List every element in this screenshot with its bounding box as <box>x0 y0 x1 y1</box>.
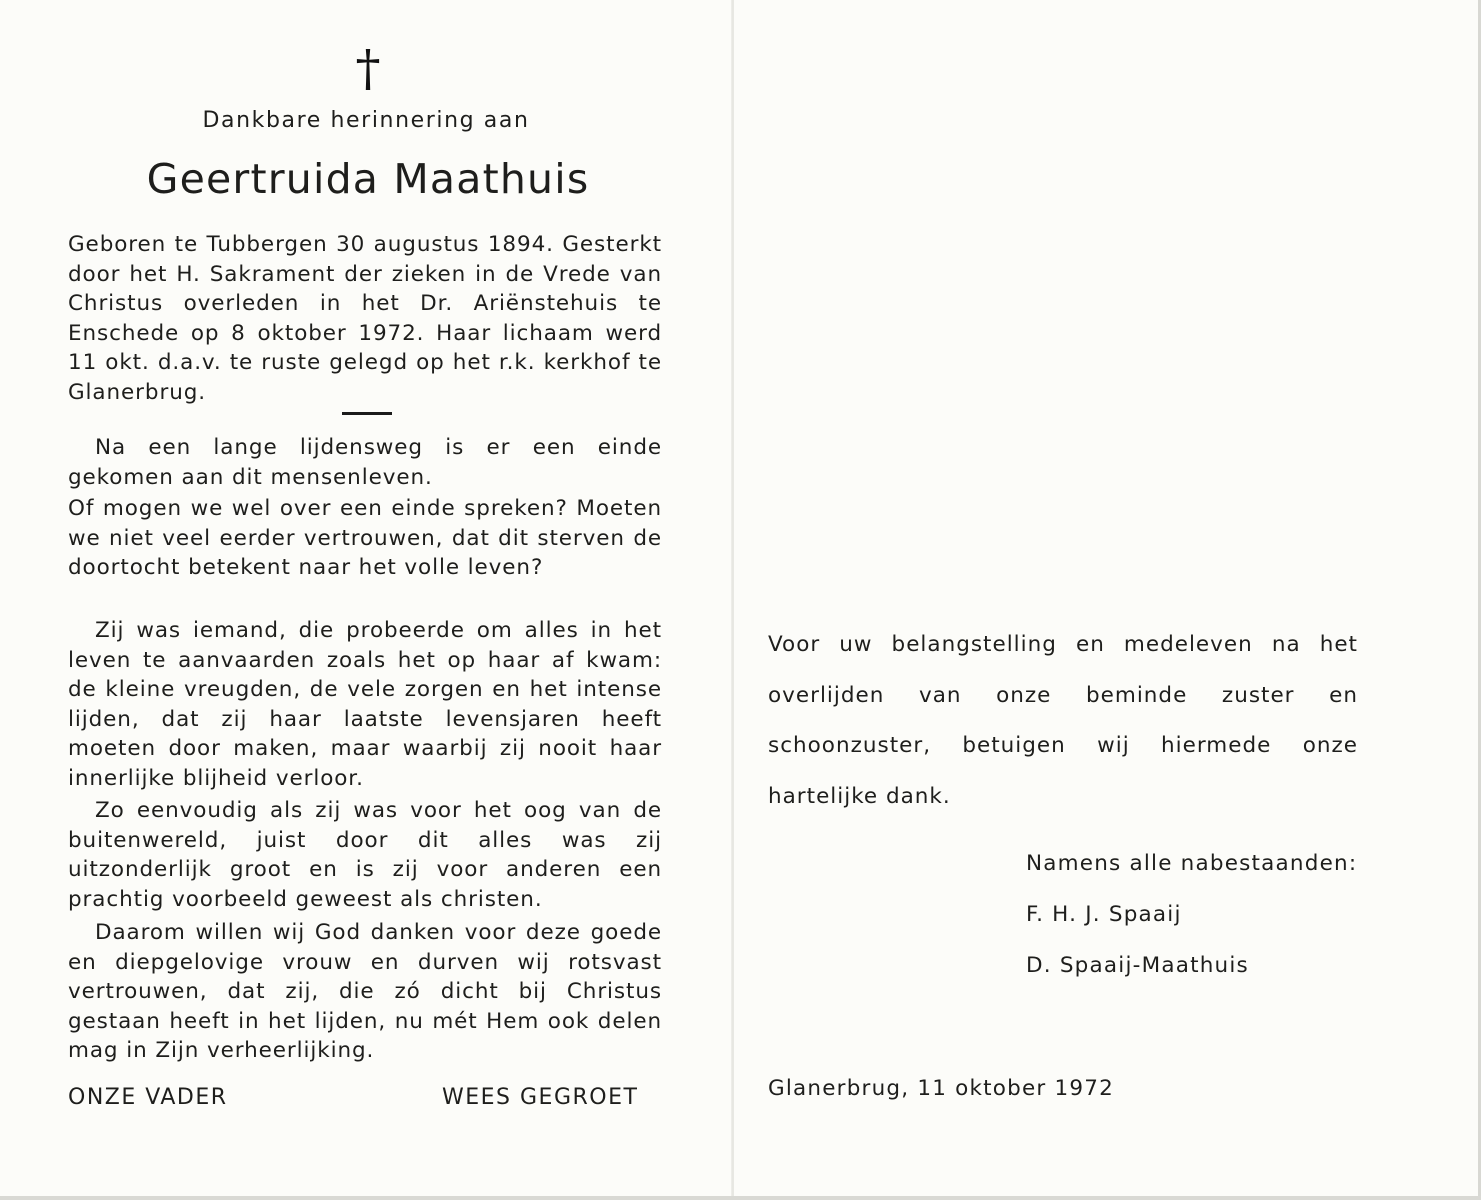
text-paragraph: Of mogen we wel over een einde spreken? Moeten we niet veel eerder vertrouwen, dat dit sterven de doortocht betekent naar het volle leven? <box>68 496 662 581</box>
signature-heading: Namens alle nabestaanden: <box>1026 851 1358 876</box>
signatory: F. H. J. Spaaij <box>1026 902 1182 927</box>
prayer-our-father: ONZE VADER <box>68 1085 228 1110</box>
right-page <box>734 0 1479 1196</box>
text-paragraph: Zo eenvoudig als zij was voor het oog van de buitenwereld, juist door dit alles was zij uitzonderlijk groot en is zij voor anderen een prachtig voorbeeld geweest als christen. <box>68 798 662 912</box>
section-divider <box>342 412 392 415</box>
signatory: D. Spaaij-Maathuis <box>1026 953 1249 978</box>
place-date: Glanerbrug, 11 oktober 1972 <box>768 1076 1114 1101</box>
text-paragraph: Na een lange lijdensweg is er een einde gekomen aan dit mensenleven. <box>68 435 662 490</box>
text-paragraph: Zij was iemand, die probeerde om alles in het leven te aanvaarden zoals het op haar af kwam: de kleine vreugden, de vele zorgen en het intense lijden, dat zij haar laatste levensjaren heeft moeten door maken, maar waarbij zij nooit haar innerlijke blijheid verloor. <box>68 618 662 791</box>
text-paragraph: Daarom willen wij God danken voor deze goede en diepgelovige vrouw en durven wij rotsvast vertrouwen, dat zij, die zó dicht bij Christus gestaan heeft in het lijden, nu mét Hem ook delen mag in Zijn verheerlijking. <box>68 920 662 1064</box>
thanks-paragraph: Voor uw belangstelling en medeleven na het overlijden van onze beminde zuster en schoonzuster, betuigen wij hiermede onze hartelijke dank. <box>768 632 1358 809</box>
left-page <box>0 0 732 1196</box>
deceased-name: Geertruida Maathuis <box>146 155 590 203</box>
intro-line: Dankbare herinnering aan <box>202 108 530 133</box>
prayer-hail-mary: WEES GEGROET <box>442 1085 639 1110</box>
biography-paragraph: Geboren te Tubbergen 30 augustus 1894. Gesterkt door het H. Sakrament der zieken in de Vrede van Christus overleden in het Dr. Ariënstehuis te Enschede op 8 oktober 1972. Haar lichaam werd 11 okt. d.a.v. te ruste gelegd op het r.k. kerkhof te Glanerbrug. <box>68 232 662 405</box>
cross-icon: † <box>355 39 381 97</box>
card-edge <box>0 1196 1481 1200</box>
